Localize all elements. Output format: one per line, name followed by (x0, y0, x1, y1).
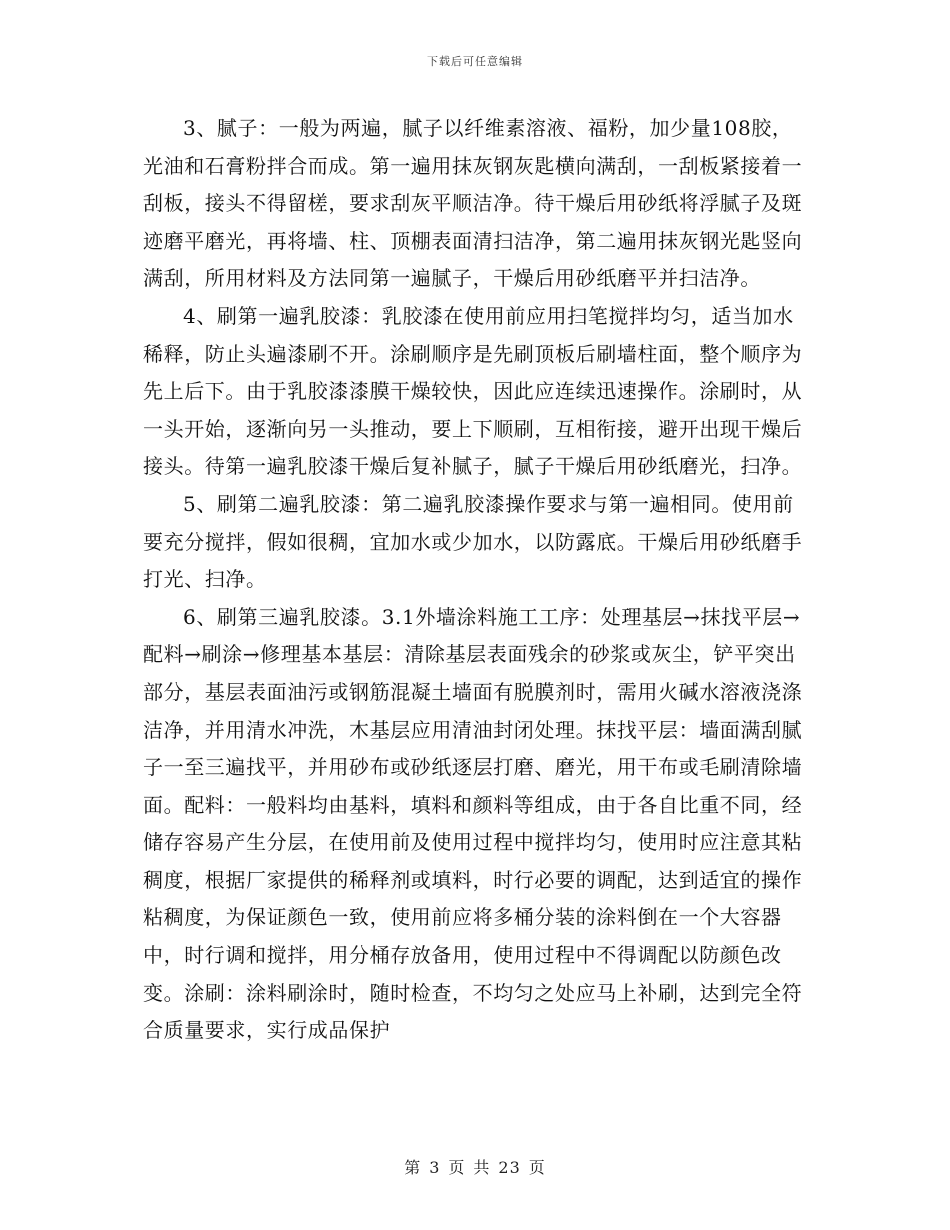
total-label: 共 (473, 1158, 491, 1177)
paragraph-second-coat: 5、刷第二遍乳胶漆：第二遍乳胶漆操作要求与第一遍相同。使用前要充分搅拌，假如很稠，宜加水或少加水，以防露底。干燥后用砂纸磨手打光、扫净。 (143, 491, 803, 592)
page-label: 第 (404, 1158, 422, 1177)
document-body (143, 110, 807, 1050)
page-number: 3 (429, 1158, 441, 1177)
page-unit: 页 (448, 1158, 466, 1177)
page-header: 下载后可任意编辑 (427, 55, 523, 68)
paragraph-putty: 3、腻子：一般为两遍，腻子以纤维素溶液、福粉，加少量108胶，光油和石膏粉拌合而成。第一遍用抹灰钢灰匙横向满刮，一刮板紧接着一刮板，接头不得留槎，要求刮灰平顺洁净。待干燥后用砂纸将浮腻子及斑迹磨平磨光，再将墙、柱、顶棚表面清扫洁净，第二遍用抹灰钢光匙竖向满刮，所用材料及方法同第一遍腻子，干燥后用砂纸磨平并扫洁净。 (143, 116, 803, 291)
total-pages: 23 (498, 1158, 521, 1177)
total-unit: 页 (528, 1158, 546, 1177)
paragraph-first-coat: 4、刷第一遍乳胶漆：乳胶漆在使用前应用扫笔搅拌均匀，适当加水稀释，防止头遍漆刷不开。涂刷顺序是先刷顶板后刷墙柱面，整个顺序为先上后下。由于乳胶漆漆膜干燥较快，因此应连续迅速操作。涂刷时，从一头开始，逐渐向另一头推动，要上下顺刷，互相衔接，避开出现干燥后接头。待第一遍乳胶漆干燥后复补腻子，腻子干燥后用砂纸磨光，扫净。 (143, 303, 803, 479)
page-footer (0, 1155, 950, 1178)
paragraph-third-coat: 6、刷第三遍乳胶漆。3.1外墙涂料施工工序：处理基层→抹找平层→配料→刷涂→修理基本基层：清除基层表面残余的砂浆或灰尘，铲平突出部分，基层表面油污或钢筋混凝土墙面有脱膜剂时，需用火碱水溶液浇涤洁净，并用清水冲洗，木基层应用清油封闭处理。抹找平层：墙面满刮腻子一至三遍找平，并用砂布或砂纸逐层打磨、磨光，用干布或毛刷清除墙面。配料：一般料均由基料，填料和颜料等组成，由于各自比重不同，经储存容易产生分层，在使用前及使用过程中搅拌均匀，使用时应注意其粘稠度，根据厂家提供的稀释剂或填料，时行必要的调配，达到适宜的操作粘稠度，为保证颜色一致，使用前应将多桶分装的涂料倒在一个大容器中，时行调和搅拌，用分桶存放备用，使用过程中不得调配以防颜色改变。涂刷：涂料刷涂时，随时检查，不均匀之处应马上补刷，达到完全符合质量要求，实行成品保护 (143, 604, 803, 1043)
